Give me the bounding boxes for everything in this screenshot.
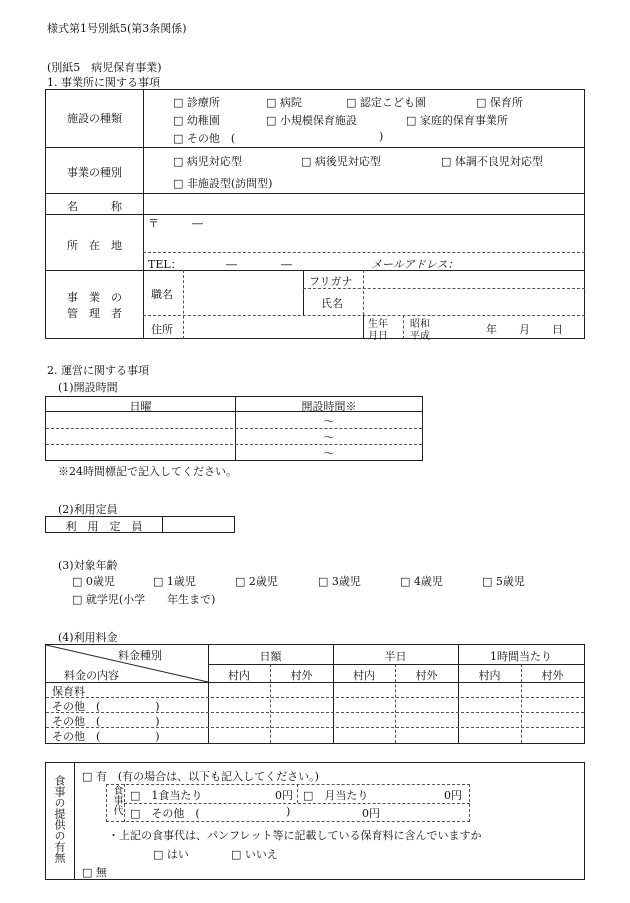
email-label: メールアドレス： xyxy=(371,258,459,271)
meal-other-option[interactable]: □ その他 ( xyxy=(130,807,200,820)
business-option[interactable]: □ 病後児対応型 xyxy=(301,155,381,168)
address-label: 住所 xyxy=(151,323,173,336)
facility-other-close: ) xyxy=(379,130,384,143)
hours-day-header: 日曜 xyxy=(129,400,152,413)
fee-row-label: その他 ( ) xyxy=(52,700,160,713)
fee-in-city: 村内 xyxy=(228,669,250,682)
facility-other-option[interactable]: □ その他 ( xyxy=(173,132,236,145)
facility-type-label: 施設の種類 xyxy=(67,112,122,125)
meal-other-yen: 0円 xyxy=(362,807,380,820)
age-option[interactable]: □ 4歳児 xyxy=(400,575,443,588)
fee-type-header: 料金種別 xyxy=(118,649,162,662)
fee-out-city: 村外 xyxy=(290,669,313,682)
meal-other-close: ) xyxy=(286,805,291,818)
date-fields: 年 月 日 xyxy=(486,323,563,336)
manager-label: 管 理 者 xyxy=(67,307,122,320)
fee-out-city: 村外 xyxy=(541,669,564,682)
per-meal-yen: 0円 xyxy=(275,789,293,802)
fee-in-city: 村内 xyxy=(353,669,375,682)
facility-option[interactable]: □ 家庭的保育事業所 xyxy=(406,114,508,127)
fee-out-city: 村外 xyxy=(415,669,438,682)
age-option-school[interactable]: □ 就学児(小学 年生まで) xyxy=(72,593,216,606)
manager-label: 事 業 の xyxy=(67,291,122,304)
age-option[interactable]: □ 5歳児 xyxy=(482,575,525,588)
per-month-yen: 0円 xyxy=(444,789,462,802)
section1-table xyxy=(45,89,585,342)
per-month-option[interactable]: □ 月当たり xyxy=(303,789,369,802)
meal-table xyxy=(45,762,585,880)
birth-label: 生年 xyxy=(368,319,388,330)
per-meal-option[interactable]: □ 1食当たり xyxy=(130,789,203,802)
fee-row-label: その他 ( ) xyxy=(52,715,160,728)
annex-title: (別紙5 病児保育事業) xyxy=(47,61,162,74)
person-name-label: 氏名 xyxy=(321,297,343,310)
capacity-title: (2)利用定員 xyxy=(58,503,118,516)
furigana-label: フリガナ xyxy=(309,275,353,288)
section2-title: 2. 運営に関する事項 xyxy=(47,364,149,377)
meal-side-label: 食事の提供の有無 xyxy=(53,775,66,863)
business-option[interactable]: □ 病児対応型 xyxy=(173,155,242,168)
business-type-label: 事業の種別 xyxy=(67,166,122,179)
age-title: (3)対象年齢 xyxy=(58,559,118,572)
fee-table xyxy=(45,644,585,744)
fee-row-label: 保育料 xyxy=(52,685,85,698)
tel-label: TEL： xyxy=(148,258,182,271)
form-title: 様式第1号別紙5(第3条関係) xyxy=(47,22,187,35)
facility-option[interactable]: □ 小規模保育施設 xyxy=(266,114,357,127)
fee-content-header: 料金の内容 xyxy=(64,669,119,682)
era-label: 平成 xyxy=(410,331,430,342)
birth-label: 月日 xyxy=(368,331,388,342)
fee-title: (4)利用料金 xyxy=(58,631,118,644)
postal-code: 〒 ― xyxy=(148,217,203,230)
hours-title: (1)開設時間 xyxy=(58,381,118,394)
hours-table xyxy=(45,396,423,461)
hours-time-header: 開設時間※ xyxy=(301,400,357,413)
fee-half-header: 半日 xyxy=(384,650,407,663)
facility-option[interactable]: □ 診療所 xyxy=(173,96,220,109)
capacity-label: 利 用 定 員 xyxy=(65,520,143,533)
section1-title: 1. 事業所に関する事項 xyxy=(47,76,160,89)
facility-option[interactable]: □ 保育所 xyxy=(476,96,523,109)
meal-no-option[interactable]: □ 無 xyxy=(82,866,107,879)
age-option[interactable]: □ 2歳児 xyxy=(235,575,278,588)
facility-option[interactable]: □ 幼稚園 xyxy=(173,114,220,127)
meal-question: ・上記の食事代は、パンフレット等に記載している保育料に含んでいますか xyxy=(108,829,482,842)
answer-no-option[interactable]: □ いいえ xyxy=(231,848,278,861)
age-option[interactable]: □ 1歳児 xyxy=(153,575,196,588)
hours-note: ※24時間標記で記入してください。 xyxy=(58,465,237,478)
job-title-label: 職名 xyxy=(151,288,173,301)
location-label: 所 在 地 xyxy=(67,239,122,252)
meal-yes-option[interactable]: □ 有 (有の場合は、以下も記入してください。) xyxy=(82,770,319,783)
fee-in-city: 村内 xyxy=(478,669,501,682)
fee-hour-header: 1時間当たり xyxy=(490,650,552,663)
facility-option[interactable]: □ 病院 xyxy=(266,96,302,109)
hours-tilde: 〜 xyxy=(323,447,335,460)
fee-row-label: その他 ( ) xyxy=(52,730,160,743)
facility-option[interactable]: □ 認定こども園 xyxy=(346,96,426,109)
business-option[interactable]: □ 体調不良児対応型 xyxy=(441,155,543,168)
meal-cost-label: 食事代 xyxy=(111,785,122,815)
tel-dashes: ― ― xyxy=(226,258,292,271)
name-label: 名 称 xyxy=(67,200,122,213)
age-option[interactable]: □ 0歳児 xyxy=(72,575,115,588)
era-label: 昭和 xyxy=(410,319,430,330)
hours-tilde: 〜 xyxy=(323,431,335,444)
capacity-table xyxy=(45,516,235,533)
fee-day-header: 日額 xyxy=(259,650,282,663)
business-option[interactable]: □ 非施設型(訪問型) xyxy=(173,177,273,190)
hours-tilde: 〜 xyxy=(323,415,335,428)
age-option[interactable]: □ 3歳児 xyxy=(318,575,361,588)
answer-yes-option[interactable]: □ はい xyxy=(153,848,189,861)
